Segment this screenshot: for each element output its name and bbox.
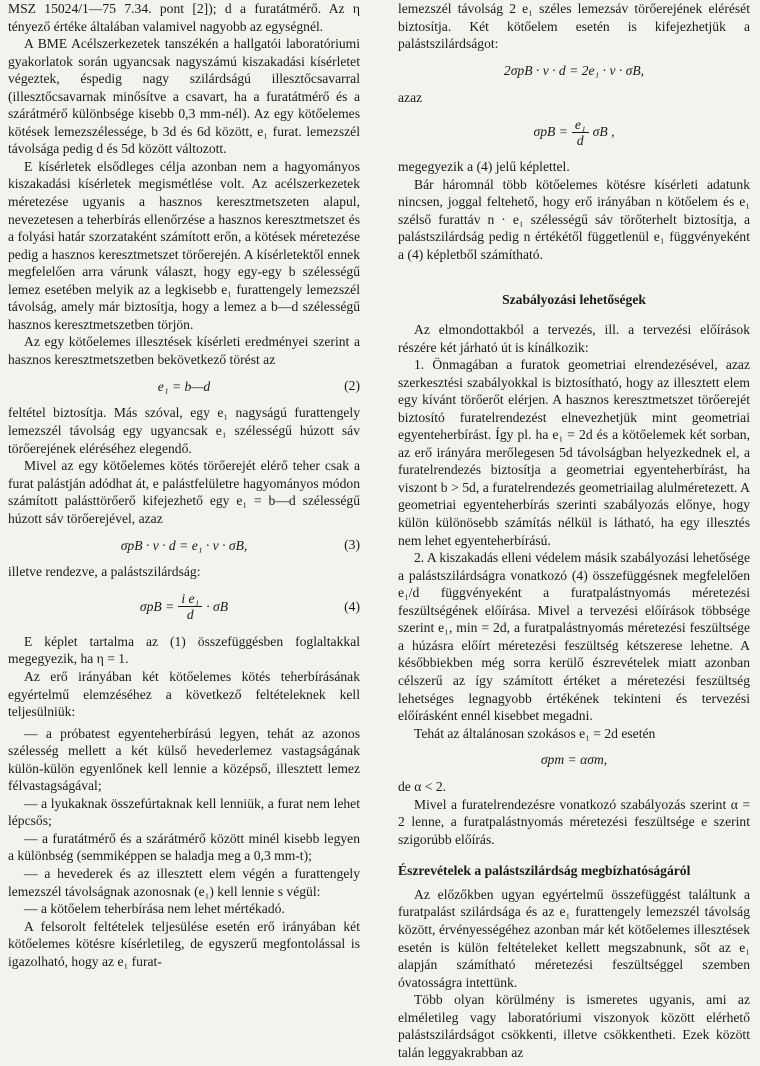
equation-4 [8,588,360,626]
fraction [178,591,202,622]
paragraph: lemezszél távolság 2 e₁ széles lemezsáv törőerejének elérését biztosítja. Két kötőelem esetén is kifejezhetjük a palástszilárdságot: [398,1,750,52]
paragraph: Mivel az egy kötőelemes kötés törőerejét elérő teher csak a furat palástján adódhat át, e palástfelületre hagyományos módon számított palásttörőerő kifejezhető egy e₁ = b—d szélességű húzott sáv törőerejével, azaz [8,458,360,526]
equation-lhs: σpB = [139,599,175,615]
paragraph: E képlet tartalma az (1) összefüggésben foglaltakkal megegyezik, ha η = 1. [8,633,360,667]
list-item: — a kötőelem teherbírása nem lehet mértékadó. [24,901,285,917]
list-item: — a furatátmérő és a szárátmérő között minél kisebb legyen a különbség (semmiképpen se haladja meg a 0,3 mm-t); [8,830,360,864]
paragraph: 2. A kiszakadás elleni védelem másik szabályozási lehetősége a palástszilárdságra vonatkozó (4) összefüggésnek megfelelően e₁/d függvényeként a furatpalástnyomás méretezési feszültségének előírása. Mivel a tervezési előírások többsége szerint e₁, min = 2d, a furatpalástnyomás méretezési feszültsége a húzásra előírt méretezési feszültség kétszerese lehetne. A későbbiekben még sorra kerülő észrevételek miatt azonban célszerű az így számított értéket a méretezési feszültség lehetséges legnagyobb értékének tekinteni és tervezési előírásként ennél kisebbet megadni. [398,550,750,724]
paragraph: Az elmondottakból a tervezés, ill. a tervezési előírások részére két járható út is kínálkozik: [398,322,750,355]
equation-body: e₁ = b—d [157,378,211,394]
right-column [398,0,750,1061]
equation-5 [398,60,750,82]
fraction [572,117,589,148]
paragraph: E kísérletek elsődleges célja azonban nem a hagyományos kiszakadási kísérletek megismétlése volt. Az acélszerkezetek méretezése ugyanis a hasznos keresztmetszeten alapul, nevezetesen a teherbírás ellenőrzése a hasznos keresztmetszet és a folyási határ szorzataként számított erőn, a kötések méretezése pedig a hasznos keresztmetszet törőerején. A kísérletektől ennek megfelelően arra várunk választ, hogy egy-egy b szélességű lemez esetében melyik az a legkisebb e₁ furattengely lemezszél távolság, amely már biztosítja, hogy a lemez a b—d szélességű hasznos keresztmetszetben törjön. [8,158,360,332]
paragraph: Mivel a furatelrendezésre vonatkozó szabályozás szerint α = 2 lenne, a furatpalástnyomás méretezési feszültsége e szerint szigorúbb előírás. [398,796,750,847]
equation-body: σpm = ασm, [540,752,608,768]
equation-rhs: · σB [206,599,229,615]
fraction-numerator: e₁ [572,117,589,133]
paragraph: A BME Acélszerkezetek tanszékén a hallgatói laboratóriumi gyakorlatok során ugyancsak nagyszámú kiszakadási kísérletet végeztek, éspedig nagy szilárdságú illesztőcsavarral (illesztőcsavarnak minősítve a csavart, ha a furatátmérő és a szárátmérő különbsége kisebb 0,3 mm-nél). Az egy kötőelemes kötések lemezszélessége, b 3d és 6d között, e₁ furat. lemezszél távolsága pedig d és 5d között változott. [8,36,360,157]
equation-lhs: σpB = [533,124,568,140]
fraction-denominator: d [576,132,584,148]
equation-body: σpB · v · d = e₁ · v · σB, [120,537,248,553]
paragraph: feltétel biztosítja. Más szóval, egy e₁ nagyságú furattengely lemezszél távolság egy ugyancsak e₁ szélességű húzott sáv törőerejének eléréséhez elegendő. [8,405,360,456]
paragraph: illetve rendezve, a palástszilárdság: [8,564,201,580]
paragraph: Bár háromnál több kötőelemes kötésre kísérleti adatunk nincsen, joggal feltehető, hogy erő irányában n kötőelem és e₁ szélső furattáv n · e₁ szélességű sáv törőterhelt biztosítja, a palástszilárdság pedig n értékétől függetlenül e₁ függvényeként a (4) képletből számítható. [398,176,750,262]
equation-3 [8,534,360,556]
equation-7 [398,749,750,771]
fraction-denominator: d [186,607,194,623]
section-heading: Szabályozási lehetőségek [502,292,646,308]
equation-6 [398,113,750,151]
list-item: — a próbatest egyenteherbírású legyen, tehát az azonos szélesség mellett a két külső hevederlemez vastagságának külön-külön egyenlőnek kell lennie a középső, illesztett lemez félvastagságával; [8,725,360,794]
equation-body [534,117,615,148]
paragraph: A felsorolt feltételek teljesülése esetén erő irányában két kötőelemes kötésre kísérletileg, de egyszerű megfontolással is igazolható, hogy az e₁ furat- [8,918,360,969]
paragraph: azaz [398,89,423,105]
paragraph: Az erő irányában két kötőelemes kötés teherbírásának egyértelmű elemzéséhez a következő feltételeknek kell teljesülniük: [8,668,360,720]
paragraph: 1. Önmagában a furatok geometriai elrendezésével, azaz szerkesztési szabályokkal is biztosítható, hogy az illesztett elem egy kívánt törőerőt elérjen. A hasznos keresztmetszet törőerejét biztosító furatelrendezést elnevezhetjük mint geometriai egyenteherbírást. Így pl. ha e₁ = 2d és a kötőelemek két sorban, az erő irányára merőlegesen 5d távolságban helyezkednek el, a furatelrendezés biztosítja a geometriai egyenteherbírást, ha viszont b > 5d, a furatelrendezés geometriailag alulméretezett. A geometriai egyenteherbírás szerinti szabályozás előnye, hogy külön különösebb számítás nélkül is látható, ha egy illesztés nem lehet egyenteherbírású. [398,357,750,548]
paragraph: Az egy kötőelemes illesztések kísérleti eredményei szerint a hasznos keresztmetszetben bekövetkező törést az [8,334,360,367]
equation-body [140,591,228,622]
equation-body: 2σpB · v · d = 2e₁ · v · σB, [503,62,645,78]
paragraph: Az előzőkben ugyan egyértelmű összefüggést találtunk a furatpalást szilárdsága és az e₁ furattengely lemezszél távolság között, érvényességéhez azonban már két kötőelemes illesztések esetén is külön feltételeket kellett megszabnunk, sőt az e₁ alapján számítható méretezési feszültséggel szemben óvatosságra intettünk. [398,886,750,990]
equation-rhs: σB , [592,124,615,140]
fraction-numerator: i e₁ [178,591,202,607]
equation-number: (2) [344,378,360,394]
paragraph: MSZ 15024/1—75 7.34. pont [2]); d a furatátmérő. Az η tényező értéke általában valamivel nagyobb az egységnél. [8,1,360,34]
section-heading: Észrevételek a palástszilárdság megbízhatóságáról [398,863,691,879]
equation-number: (3) [344,537,360,553]
paragraph: Tehát az általánosan szokásos e₁ = 2d esetén [414,725,656,741]
list-item: — a hevederek és az illesztett elem végén a furattengely lemezszél távolságnak azonosnak (e₁) kell lennie s végül: [8,865,360,899]
paragraph: Több olyan körülmény is ismeretes ugyanis, ami az elméletileg vagy laboratóriumi viszonyok között elérhető palástszilárdságot csökkenti, illetve csökkentheti. Ezek között talán leggyakrabban az [398,992,750,1060]
equation-number: (4) [344,599,360,615]
equation-2 [8,375,360,397]
paragraph: megegyezik a (4) jelű képlettel. [398,159,570,175]
left-column [8,0,360,970]
list-item: — a lyukaknak összefúrtaknak kell lenniük, a furat nem lehet lépcsős; [8,795,360,829]
paragraph: de α < 2. [398,779,447,795]
